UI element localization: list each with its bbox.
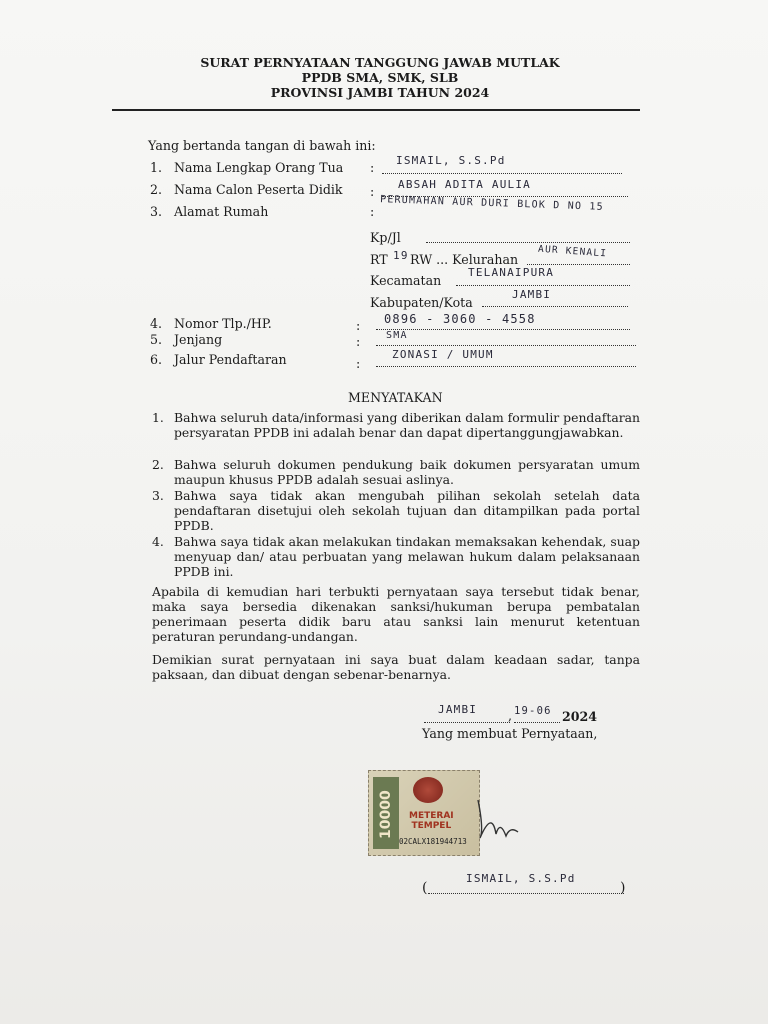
statement-2-text: Bahwa seluruh dokumen pendukung baik dokumen persyaratan umum maupun khusus PPDB adalah sesuai aslinya.	[174, 457, 640, 487]
stamp-serial: 02CALX181944713	[399, 837, 467, 846]
maker-label: Yang membuat Pernyataan,	[422, 726, 598, 741]
closing-paragraph: Demikian surat pernyataan ini saya buat dalam keadaan sadar, tanpa paksaan, dan dibuat dengan sebenar-benarnya.	[152, 652, 640, 682]
stamp-label-2: TEMPEL	[411, 821, 452, 831]
rw-kelurahan-label: RW ... Kelurahan	[410, 252, 519, 267]
statement-2-number: 2.	[152, 457, 164, 472]
field-6-value: ZONASI / UMUM	[392, 348, 494, 361]
field-5-dotted-line	[376, 344, 636, 346]
field-3-value: PERUMAHAN AUR DURI BLOK D NO 15	[379, 194, 604, 213]
garuda-emblem-icon	[413, 777, 443, 803]
stamp-label-1: METERAI	[409, 811, 454, 821]
field-1-colon: :	[370, 160, 375, 175]
field-4-label: Nomor Tlp./HP.	[174, 316, 272, 331]
doc-title-line3: PROVINSI JAMBI TAHUN 2024	[270, 85, 490, 100]
kabupaten-label: Kabupaten/Kota	[370, 295, 473, 310]
sanction-paragraph: Apabila di kemudian hari terbukti pernyataan saya tersebut tidak benar, maka saya bersedia dikenakan sanksi/hukuman berupa pembatalan penerimaan peserta didik baru atau sanksi lain menurut ketentuan peraturan perundang-undangan.	[152, 584, 640, 644]
statement-4-text: Bahwa saya tidak akan melakukan tindakan memaksakan kehendak, suap menyuap dan/ atau perbuatan yang melawan hukum dalam pelaksanaan PPDB ini.	[174, 534, 640, 579]
name-dotted-line	[428, 892, 624, 894]
sign-place: JAMBI	[438, 703, 478, 716]
kecamatan-value: TELANAIPURA	[468, 266, 555, 279]
name-open-paren: (	[422, 880, 428, 896]
kecamatan-dotted-line	[456, 284, 630, 286]
kelurahan-dotted-line	[527, 263, 630, 265]
field-2-label: Nama Calon Peserta Didik	[174, 182, 343, 197]
signer-name: ISMAIL, S.S.Pd	[466, 872, 576, 885]
statement-3-text: Bahwa saya tidak akan mengubah pilihan sekolah setelah data pendaftaran disetujui oleh sekolah tujuan dan ditampilkan pada portal PPDB.	[174, 488, 640, 533]
menyatakan-heading: MENYATAKAN	[348, 390, 443, 405]
kpjl-dotted-line	[426, 241, 630, 243]
field-1-dotted-line	[382, 172, 622, 174]
field-1-value: ISMAIL, S.S.Pd	[396, 154, 506, 167]
field-2-colon: :	[370, 184, 375, 199]
field-3-colon: :	[370, 204, 375, 219]
field-6-colon: :	[356, 356, 361, 371]
kabupaten-dotted-line	[482, 305, 628, 307]
stamp-value: 10000	[378, 790, 394, 840]
field-4-number: 4.	[150, 316, 163, 331]
field-3-number: 3.	[150, 204, 163, 219]
kecamatan-label: Kecamatan	[370, 273, 442, 288]
date-dotted-line	[514, 721, 560, 723]
statement-1-text: Bahwa seluruh data/informasi yang diberikan dalam formulir pendaftaran persyaratan PPDB ini adalah benar dan dapat dipertanggungjawabkan.	[174, 410, 640, 440]
rt-label: RT	[370, 252, 388, 267]
statement-3-number: 3.	[152, 488, 164, 503]
field-4-colon: :	[356, 318, 361, 333]
sign-place-comma: ,	[508, 708, 513, 723]
field-1-number: 1.	[150, 160, 163, 175]
field-4-dotted-line	[376, 328, 630, 330]
field-5-label: Jenjang	[174, 332, 223, 347]
field-6-dotted-line	[376, 365, 636, 367]
signature-scribble	[470, 790, 530, 850]
doc-title-line1: SURAT PERNYATAAN TANGGUNG JAWAB MUTLAK	[200, 55, 560, 70]
field-2-value: ABSAH ADITA AULIA	[398, 178, 531, 191]
field-6-label: Jalur Pendaftaran	[174, 352, 287, 367]
stamp-label	[409, 811, 454, 831]
sign-date: 19-06	[514, 705, 552, 717]
sign-year: 2024	[562, 709, 598, 724]
statement-1-number: 1.	[152, 410, 164, 425]
field-5-value: SMA	[386, 330, 408, 341]
field-6-number: 6.	[150, 352, 163, 367]
kelurahan-value: AUR KENALI	[537, 243, 608, 260]
field-1-label: Nama Lengkap Orang Tua	[174, 160, 344, 175]
kpjl-label: Kp/Jl	[370, 230, 401, 245]
header-rule	[112, 109, 640, 111]
doc-title-line2: PPDB SMA, SMK, SLB	[301, 70, 459, 85]
intro-text: Yang bertanda tangan di bawah ini:	[148, 138, 376, 153]
name-close-paren: )	[620, 880, 626, 896]
field-3-label: Alamat Rumah	[174, 204, 269, 219]
place-dotted-line	[424, 721, 510, 723]
kabupaten-value: JAMBI	[512, 288, 552, 301]
field-5-number: 5.	[150, 332, 163, 347]
field-5-colon: :	[356, 334, 361, 349]
statement-4-number: 4.	[152, 534, 164, 549]
meterai-stamp	[368, 770, 480, 856]
field-4-value: 0896 - 3060 - 4558	[384, 312, 536, 326]
field-2-number: 2.	[150, 182, 163, 197]
rt-value: 19	[393, 249, 409, 262]
